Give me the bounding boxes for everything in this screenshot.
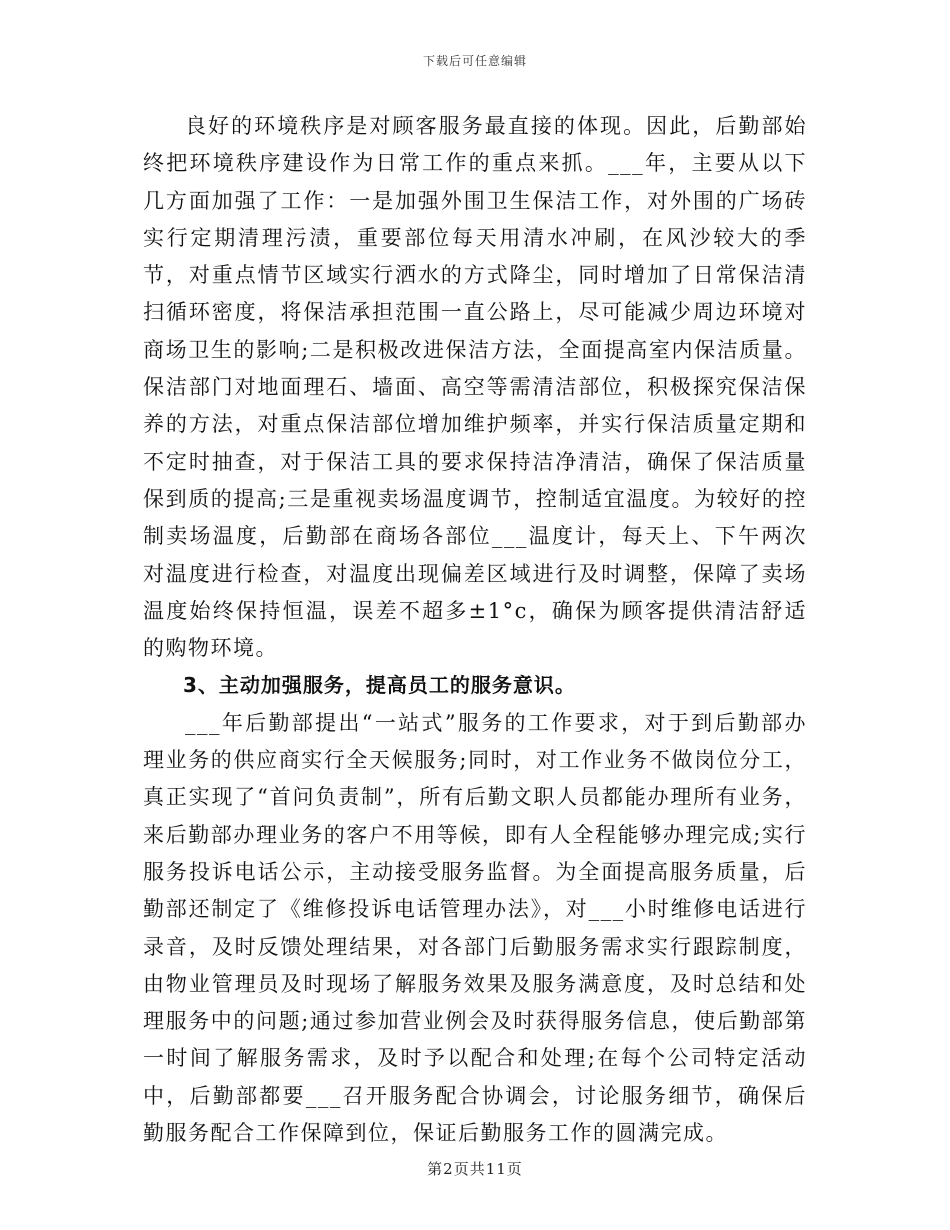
body-paragraph-environment: 良好的环境秩序是对顾客服务最直接的体现。因此，后勤部始终把环境秩序建设作为日常工作的重点来抓。___年，主要从以下几方面加强了工作：一是加强外围卫生保洁工作，对外围的广场砖实行定期清理污渍，重要部位每天用清水冲刷，在风沙较大的季节，对重点情节区域实行洒水的方式降尘，同时增加了日常保洁清扫循环密度，将保洁承担范围一直公路上，尽可能减少周边环境对商场卫生的影响;二是积极改进保洁方法，全面提高室内保洁质量。保洁部门对地面理石、墙面、高空等需清洁部位，积极探究保洁保养的方法，对重点保洁部位增加维护频率，并实行保洁质量定期和不定时抽查，对于保洁工具的要求保持洁净清洁，确保了保洁质量保到质的提高;三是重视卖场温度调节，控制适宜温度。为较好的控制卖场温度，后勤部在商场各部位___温度计，每天上、下午两次对温度进行检查，对温度出现偏差区域进行及时调整，保障了卖场温度始终保持恒温，误差不超多±1°c，确保为顾客提供清洁舒适的购物环境。 bbox=[143, 114, 807, 661]
section-heading-3: 3、主动加强服务，提高员工的服务意识。 bbox=[183, 673, 576, 698]
page-number-footer: 第2页共11页 bbox=[427, 1160, 523, 1178]
document-body bbox=[143, 108, 807, 1152]
body-paragraph-service: ___年后勤部提出“一站式”服务的工作要求，对于到后勤部办理业务的供应商实行全天候服务;同时，对工作业务不做岗位分工，真正实现了“首问负责制”，所有后勤文职人员都能办理所有业务，来后勤部办理业务的客户不用等候，即有人全程能够办理完成;实行服务投诉电话公示，主动接受服务监督。为全面提高服务质量，后勤部还制定了《维修投诉电话管理办法》，对___小时维修电话进行录音，及时反馈处理结果，对各部门后勤服务需求实行跟踪制度，由物业管理员及时现场了解服务效果及服务满意度，及时总结和处理服务中的问题;通过参加营业例会及时获得服务信息，使后勤部第一时间了解服务需求，及时予以配合和处理;在每个公司特定活动中，后勤部都要___召开服务配合协调会，讨论服务细节，确保后勤服务配合工作保障到位，保证后勤服务工作的圆满完成。 bbox=[143, 710, 807, 1146]
page-header-note: 下载后可任意编辑 bbox=[422, 54, 527, 68]
